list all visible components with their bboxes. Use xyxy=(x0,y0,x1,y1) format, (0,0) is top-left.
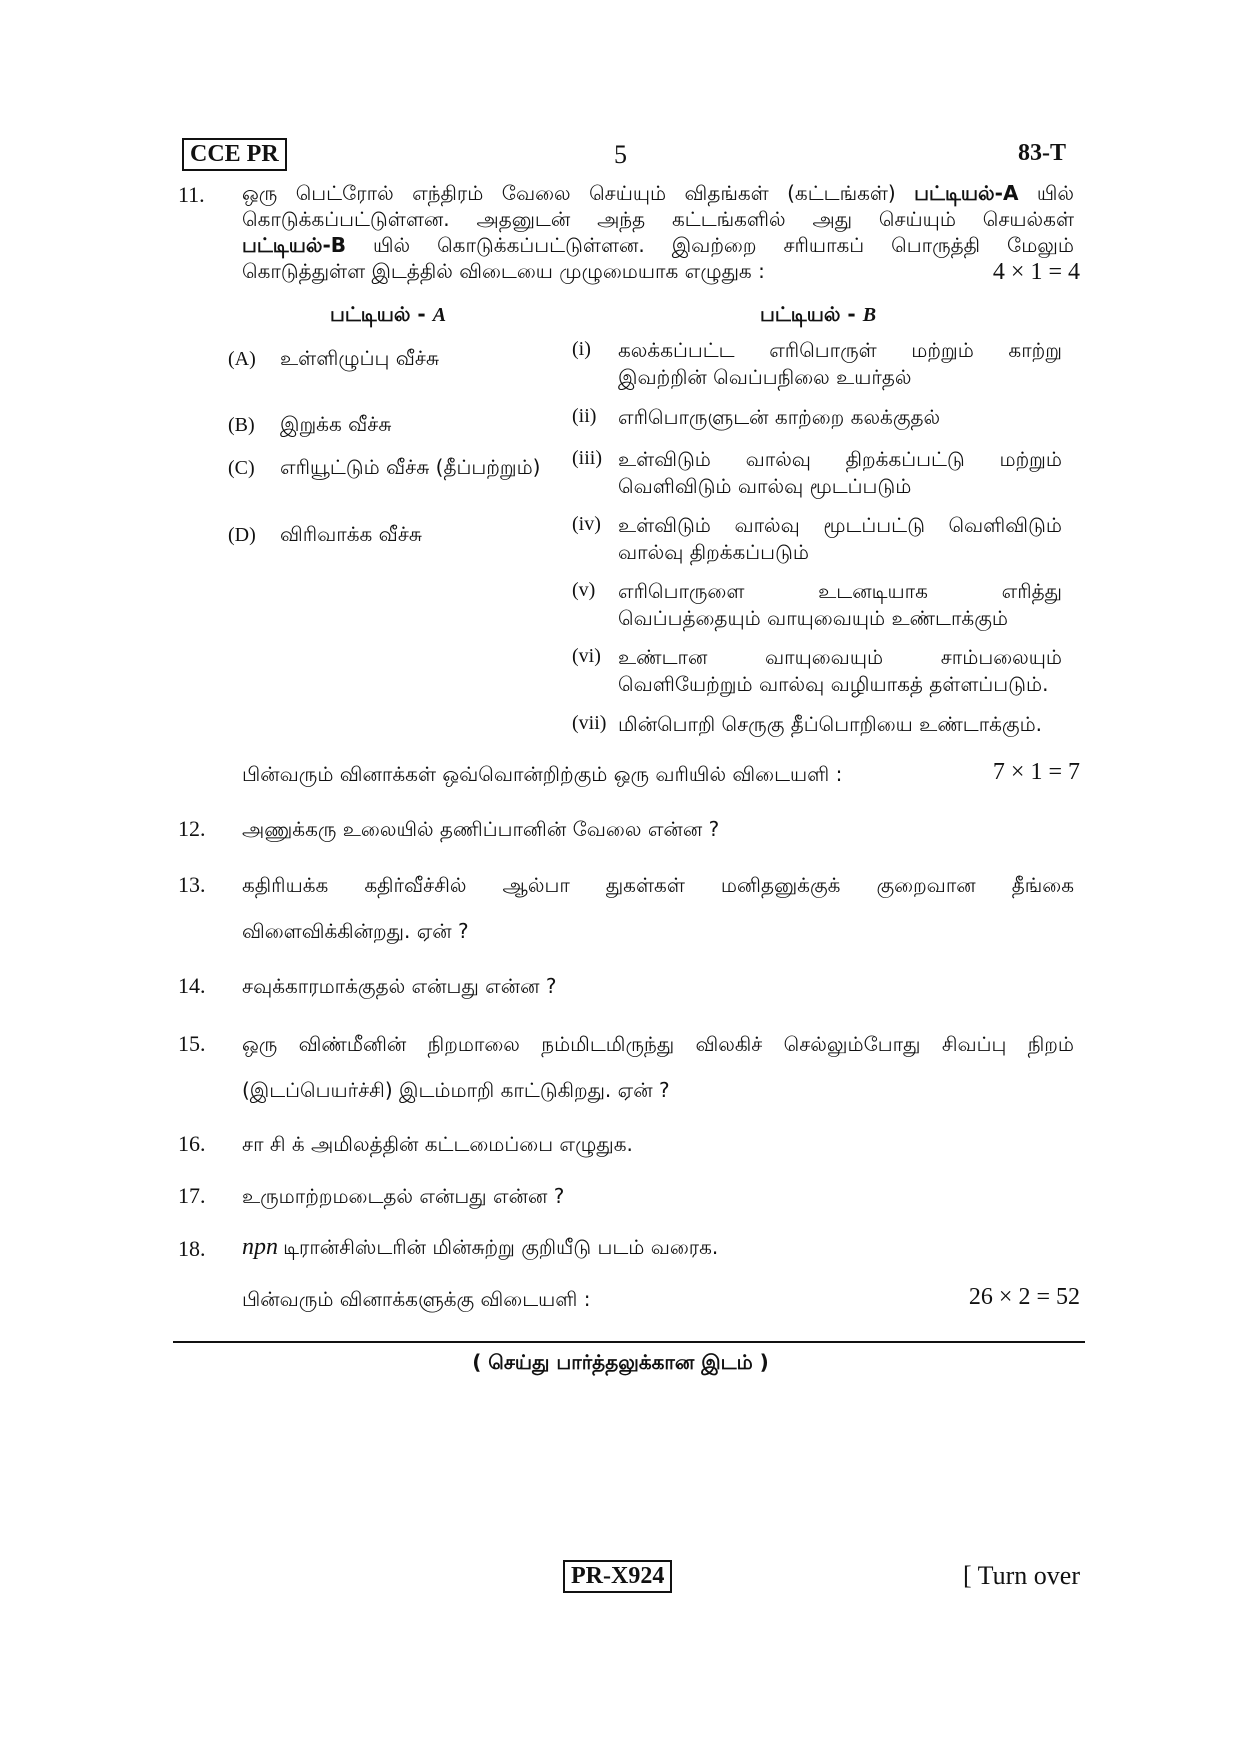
question-11-text xyxy=(242,181,1074,285)
question-13-text: கதிரியக்க கதிர்வீச்சில் ஆல்பா துகள்கள் மனிதனுக்குக் குறைவான தீங்கை விளைவிக்கின்றது. ஏன் ? xyxy=(242,873,1074,943)
list-b-heading: பட்டியல் - B xyxy=(760,302,877,326)
question-number-14: 14. xyxy=(178,973,206,998)
list-a-item: (C) எரியூட்டும் வீச்சு (தீப்பற்றும்) xyxy=(228,455,541,479)
question-number-18: 18. xyxy=(178,1236,206,1261)
footer-code: PR-X924 xyxy=(571,1563,665,1589)
question-17-text: உருமாற்றமடைதல் என்பது என்ன ? xyxy=(242,1184,565,1208)
q11-line-2: கொடுக்கப்பட்டுள்ளன. அதனுடன் அந்த கட்டங்களில் அது செய்யும் செயல்கள் xyxy=(242,207,1074,231)
list-a-item: (B) இறுக்க வீச்சு xyxy=(228,412,392,436)
list-b-item: (v) எரிபொருளை உடனடியாக எரித்து வெப்பத்தையும் வாயுவையும் உண்டாக்கும் xyxy=(572,579,1062,630)
rough-work-label: ( செய்து பார்த்தலுக்கான இடம் ) xyxy=(472,1350,769,1374)
question-number-12: 12. xyxy=(178,816,206,841)
paper-code: CCE PR xyxy=(190,141,279,167)
question-number-13: 13. xyxy=(178,872,206,897)
question-number-16: 16. xyxy=(178,1131,206,1156)
list-b-item: (i) கலக்கப்பட்ட எரிபொருள் மற்றும் காற்று இவற்றின் வெப்பநிலை உயர்தல் xyxy=(572,338,1062,389)
section-instruction: பின்வரும் வினாக்கள் ஒவ்வொன்றிற்கும் ஒரு வரியில் விடையளி : xyxy=(242,762,843,786)
list-b-item: (vii) மின்பொறி செருகு தீப்பொறியை உண்டாக்கும். xyxy=(572,712,1043,736)
turn-over-label: [ Turn over xyxy=(962,1561,1080,1590)
list-b-item: (iii) உள்விடும் வால்வு திறக்கப்பட்டு மற்றும் வெளிவிடும் வால்வு மூடப்படும் xyxy=(572,447,1062,498)
question-number-11: 11. xyxy=(178,182,205,207)
question-number-15: 15. xyxy=(178,1031,206,1056)
question-12-text: அணுக்கரு உலையில் தணிப்பானின் வேலை என்ன ? xyxy=(242,817,720,841)
q11-line-3: பட்டியல்-B யில் கொடுக்கப்பட்டுள்ளன. இவற்றை சரியாகப் பொருத்தி மேலும் xyxy=(242,233,1074,257)
divider-rule xyxy=(173,1341,1085,1343)
list-b-item: (vi) உண்டான வாயுவையும் சாம்பலையும் வெளியேற்றும் வால்வு வழியாகத் தள்ளப்படும். xyxy=(572,645,1062,696)
paper-code-box xyxy=(182,138,287,171)
list-a-item: (D) விரிவாக்க வீச்சு xyxy=(228,522,422,546)
question-15-text: ஒரு விண்மீனின் நிறமாலை நம்மிடமிருந்து விலகிச் செல்லும்போது சிவப்பு நிறம் (இடப்பெயர்ச்சி) இடம்மாறி காட்டுகிறது. ஏன் ? xyxy=(242,1032,1074,1102)
list-a-heading: பட்டியல் - A xyxy=(330,302,447,326)
section-marks: 26 × 2 = 52 xyxy=(968,1284,1080,1310)
section-instruction: பின்வரும் வினாக்களுக்கு விடையளி : xyxy=(242,1287,591,1311)
subject-code: 83-T xyxy=(1018,140,1066,166)
question-18-text: npn டிரான்சிஸ்டரின் மின்சுற்று குறியீடு படம் வரைக. xyxy=(242,1234,719,1260)
section-marks: 7 × 1 = 7 xyxy=(992,759,1080,785)
list-b-item: (iv) உள்விடும் வால்வு மூடப்பட்டு வெளிவிடும் வால்வு திறக்கப்படும் xyxy=(572,513,1062,564)
question-14-text: சவுக்காரமாக்குதல் என்பது என்ன ? xyxy=(242,974,557,998)
q11-marks: 4 × 1 = 4 xyxy=(992,259,1080,285)
q11-line-4: கொடுத்துள்ள இடத்தில் விடையை முழுமையாக எழுதுக : xyxy=(242,259,765,283)
q11-line-1: ஒரு பெட்ரோல் எந்திரம் வேலை செய்யும் விதங்கள் (கட்டங்கள்) பட்டியல்-A யில் xyxy=(242,181,1074,205)
page-number: 5 xyxy=(614,140,627,169)
npn-term: npn xyxy=(242,1234,278,1260)
list-b-item: (ii) எரிபொருளுடன் காற்றை கலக்குதல் xyxy=(572,405,941,429)
question-number-17: 17. xyxy=(178,1183,206,1208)
footer-code-box xyxy=(563,1560,672,1593)
question-16-text: சா சி க் அமிலத்தின் கட்டமைப்பை எழுதுக. xyxy=(242,1132,633,1156)
list-a-item: (A) உள்ளிழுப்பு வீச்சு xyxy=(228,346,440,370)
